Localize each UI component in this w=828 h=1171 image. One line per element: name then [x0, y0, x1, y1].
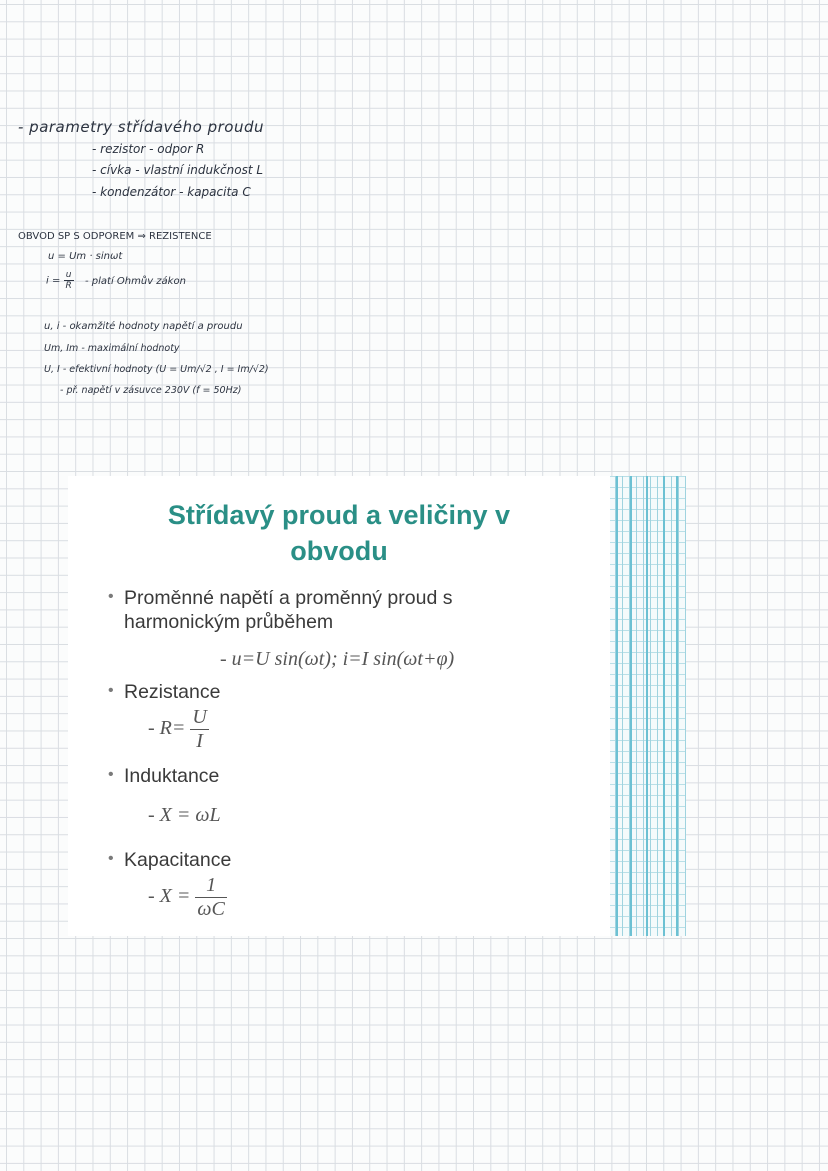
formula-kapacitance-den: ωC: [197, 898, 225, 920]
circuit-heading: OBVOD SP S ODPOREM ⇒ REZISTENCE: [18, 231, 212, 242]
equation-current-num: u: [64, 270, 74, 281]
formula-kapacitance-fraction: [195, 874, 226, 921]
slide-title-line1: Střídavý proud a veličiny v: [167, 500, 511, 530]
notes-item-rezistor: - rezistor - odpor R: [92, 142, 205, 156]
equation-current-note: - platí Ohmův zákon: [84, 275, 186, 287]
formula-kapacitance-num: 1: [195, 874, 226, 898]
bullet-induktance: Induktance: [124, 765, 220, 787]
bullet-dot: •: [108, 850, 114, 867]
formula-rezistance-den: I: [196, 730, 203, 752]
formula-kapacitance: [148, 874, 227, 921]
equation-current-fraction: [64, 270, 74, 291]
bullet-variable-voltage: [124, 586, 452, 634]
bullet-dot: •: [108, 588, 114, 605]
bullet-kapacitance: Kapacitance: [124, 849, 232, 871]
equation-current: [46, 270, 186, 291]
def-effective-values: U, I - efektivní hodnoty (U = Um/√2 , I = Im/√2): [44, 364, 269, 375]
formula-kapacitance-prefix: - X =: [148, 885, 191, 908]
formula-rezistance-num: U: [192, 706, 207, 728]
slide-title-line2: obvodu: [290, 536, 388, 566]
def-socket-voltage: - př. napětí v zásuvce 230V (f = 50Hz): [60, 385, 242, 396]
bullet-dot: •: [108, 682, 114, 699]
equation-current-left: i =: [46, 275, 61, 287]
bullet-variable-voltage-line1: Proměnné napětí a proměnný proud s: [124, 587, 453, 609]
formula-rezistance-fraction: [190, 706, 208, 753]
bullet-rezistance: Rezistance: [124, 681, 221, 703]
equation-current-den: R: [65, 281, 72, 291]
def-max-values: Um, Im - maximální hodnoty: [44, 343, 180, 354]
notes-item-civka: - cívka - vlastní indukčnost L: [92, 163, 264, 177]
formula-harmonic: - u=U sin(ωt); i=I sin(ωt+φ): [220, 648, 455, 670]
formula-induktance: - X = ωL: [148, 804, 221, 826]
bullet-variable-voltage-line2: harmonickým průběhem: [124, 611, 334, 633]
notes-item-kondenzator: - kondenzátor - kapacita C: [92, 185, 251, 199]
equation-voltage: u = Um · sinωt: [48, 251, 123, 262]
formula-rezistance: [148, 706, 209, 753]
bullet-dot: •: [108, 766, 114, 783]
slide-image: [68, 476, 610, 936]
formula-rezistance-prefix: - R=: [148, 717, 186, 740]
def-instant-values: u, i - okamžité hodnoty napětí a proudu: [44, 321, 243, 332]
slide-decoration: [608, 476, 686, 936]
notes-heading: - parametry střídavého proudu: [18, 118, 264, 136]
